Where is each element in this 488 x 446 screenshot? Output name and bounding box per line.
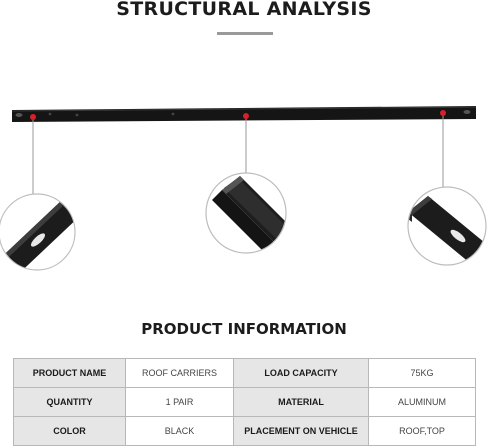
table-row [14, 359, 476, 388]
detail-circle-right [408, 187, 488, 268]
detail-circle-middle [206, 173, 300, 260]
page-title: STRUCTURAL ANALYSIS [116, 0, 372, 20]
label-quantity: QUANTITY [14, 388, 126, 417]
value-product-name: ROOF CARRIERS [126, 359, 234, 388]
table-row [14, 388, 476, 417]
value-placement: ROOF,TOP [369, 417, 476, 446]
product-info-title: PRODUCT INFORMATION [141, 320, 347, 338]
label-placement: PLACEMENT ON VEHICLE [234, 417, 369, 446]
detail-circle-left [0, 194, 82, 282]
value-color: BLACK [126, 417, 234, 446]
product-info-table [13, 358, 476, 446]
label-product-name: PRODUCT NAME [14, 359, 126, 388]
marker-right [440, 110, 446, 116]
value-quantity: 1 PAIR [126, 388, 234, 417]
value-load-capacity: 75KG [369, 359, 476, 388]
value-material: ALUMINUM [369, 388, 476, 417]
marker-left [30, 114, 36, 120]
label-color: COLOR [14, 417, 126, 446]
label-load-capacity: LOAD CAPACITY [234, 359, 369, 388]
table-row [14, 417, 476, 446]
label-material: MATERIAL [234, 388, 369, 417]
marker-middle [243, 113, 249, 119]
